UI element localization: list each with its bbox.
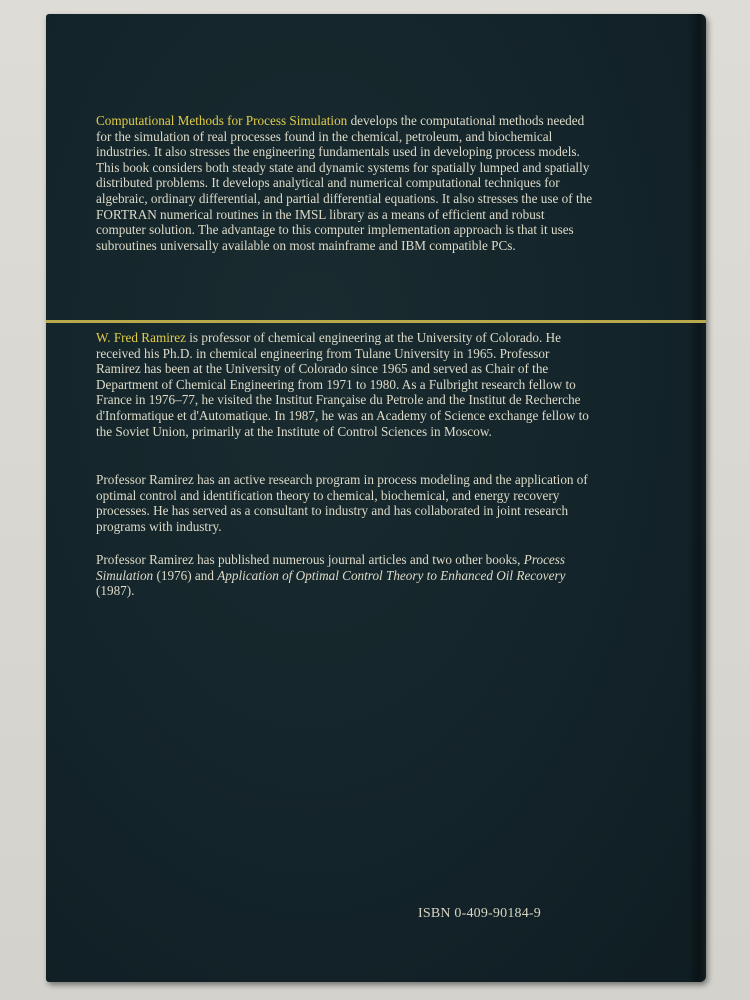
description-text: develops the computational methods needed for the simulation of real processes found in the chemical, petroleum, and biochemical industries. It also stresses the engineering fundamentals used in developing process models. This book considers both steady state and dynamic systems for spatially lumped and spatially distributed problems. It develops analytical and numerical computational techniques for algebraic, ordinary differential, and partial differential equations. It also stresses the use of the FORTRAN numerical routines in the IMSL library as a means of efficient and robust computer solution. The advantage to this computer implementation approach is that it uses subroutines universally available on most mainframe and IBM compatible PCs. <box>96 113 593 253</box>
author-bio-paragraph-2 <box>96 472 596 534</box>
book-description <box>96 113 596 253</box>
book-title-optimal-control: Application of Optimal Control Theory to Enhanced Oil Recovery <box>217 567 566 583</box>
author-bio-text-2: Professor Ramirez has an active research program in process modeling and the application of optimal control and identification theory to chemical, biochemical, and energy recovery processes. He has served as a consultant to industry and has collaborated in joint research programs with industry. <box>96 472 588 534</box>
isbn-number: ISBN 0-409-90184-9 <box>418 906 541 921</box>
author-bio-paragraph-3 <box>96 552 596 599</box>
cover-edge-shadow <box>688 14 706 982</box>
author-bio-text-1: is professor of chemical engineering at the University of Colorado. He received his Ph.D. in chemical engineering from Tulane University in 1965. Professor Ramirez has been at the University of Colorado since 1965 and served as Chair of the Department of Chemical Engineering from 1971 to 1980. As a Fulbright research fellow to France in 1976–77, he visited the Institut Française du Petrole and the Institut de Recherche d'Informatique et d'Automatique. In 1987, he was an Academy of Science exchange fellow to the Soviet Union, primarily at the Institute of Control Sciences in Moscow. <box>96 330 589 439</box>
book-year-1: (1976) and <box>153 567 218 583</box>
book-title: Computational Methods for Process Simulation <box>96 113 348 128</box>
author-bio-text-3: Professor Ramirez has published numerous journal articles and two other books, <box>96 552 524 567</box>
author-name: W. Fred Ramirez <box>96 330 186 345</box>
author-bio-paragraph-1 <box>96 330 596 439</box>
yellow-divider-rule <box>46 320 706 323</box>
book-year-2: (1987). <box>96 583 135 599</box>
book-title-process-simulation: Process Simulation <box>96 552 566 583</box>
